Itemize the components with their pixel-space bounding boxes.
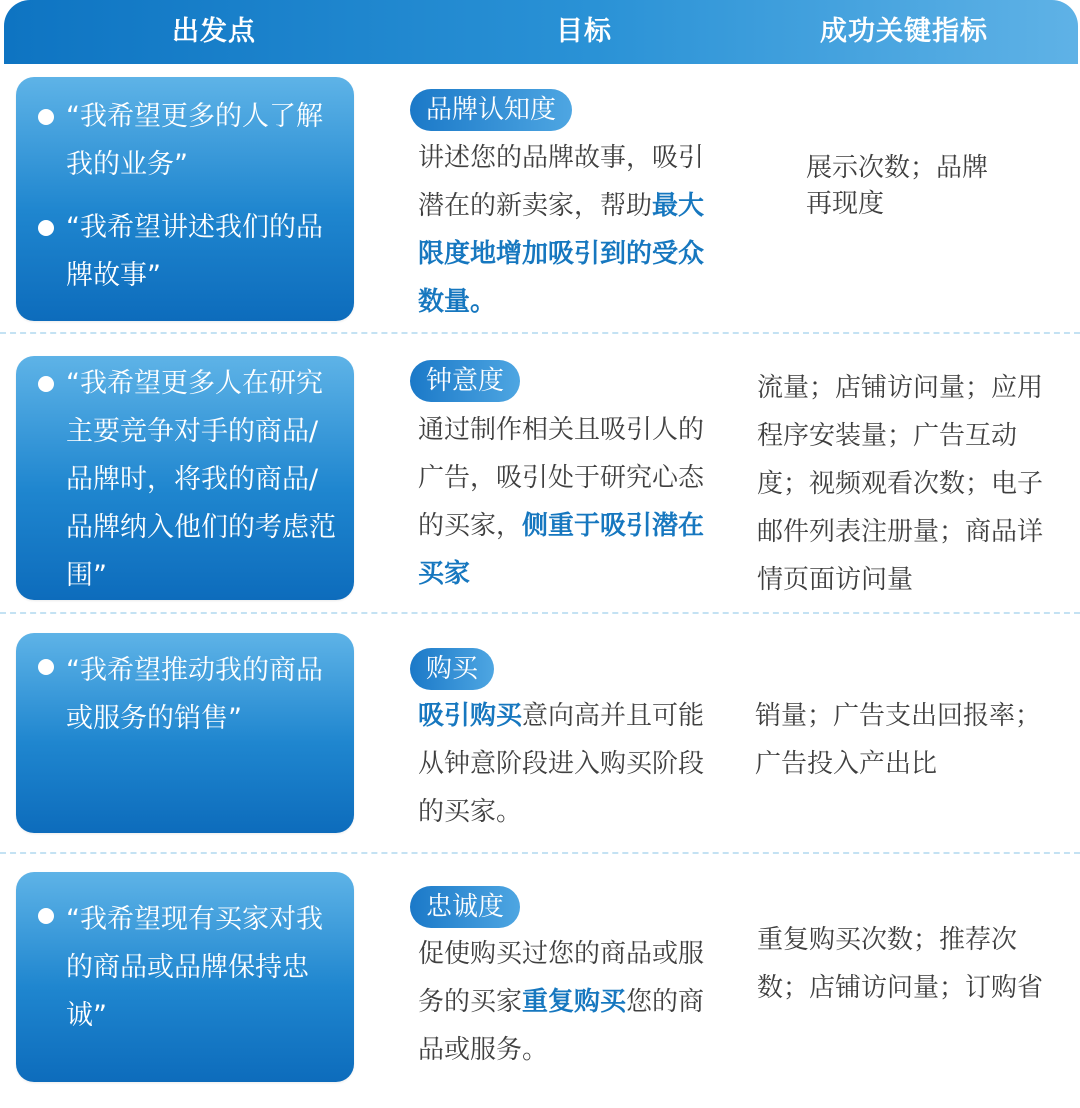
goal-text-part: 促使购买过您的商品或服务的买家 (418, 939, 705, 1017)
header-starting-point: 出发点 (172, 16, 256, 47)
row-1-starting-card (16, 77, 354, 321)
row-divider (0, 332, 1080, 334)
row-1-goal-tag: 品牌认知度 (410, 89, 572, 131)
row-2-starting-card (16, 356, 354, 600)
row-3-quote-1: “我希望推动我的商品或服务的销售” (66, 655, 323, 734)
row-3-starting-card (16, 633, 354, 833)
row-3-goal-tag: 购买 (410, 648, 494, 690)
bullet-icon (38, 376, 54, 392)
table-header (4, 0, 1078, 64)
row-1-quote-1: “我希望更多的人了解我的业务” (66, 101, 323, 180)
row-1-kpi: 展示次数；品牌再现度 (806, 153, 989, 219)
row-2-goal-tag: 钟意度 (410, 360, 520, 402)
bullet-icon (38, 109, 54, 125)
row-4-kpi: 重复购买次数；推荐次数；店铺访问量；订购省 (757, 925, 1044, 1003)
row-4-goal-tag: 忠诚度 (410, 886, 520, 928)
row-2-goal-text (418, 406, 708, 598)
goal-text-part: 通过制作相关且吸引人的广告，吸引处于研究心态的买家， (418, 415, 705, 541)
goal-text-part: 您的商品或服务。 (418, 987, 705, 1065)
header-kpi: 成功关键指标 (820, 16, 988, 47)
row-3-kpi: 销量；广告支出回报率；广告投入产出比 (755, 701, 1042, 779)
row-4-starting-card (16, 872, 354, 1082)
goal-text-part: 意向高并且可能从钟意阶段进入购买阶段的买家。 (418, 701, 705, 827)
row-3-goal-text (418, 692, 708, 836)
row-1-goal-text (418, 134, 708, 326)
goal-text-part: 讲述您的品牌故事，吸引潜在的新卖家，帮助 (418, 143, 705, 221)
row-1-quote-2: “我希望讲述我们的品牌故事” (66, 212, 323, 291)
bullet-icon (38, 908, 54, 924)
row-4-goal-text (418, 930, 708, 1074)
row-4-quote-1: “我希望现有买家对我的商品或品牌保持忠诚” (66, 904, 323, 1031)
goal-highlight: 重复购买 (522, 987, 627, 1017)
row-divider (0, 852, 1080, 854)
goal-highlight: 最大限度地增加吸引到的受众数量。 (418, 191, 705, 317)
row-2-quote-1: “我希望更多人在研究主要竞争对手的商品/品牌时，将我的商品/品牌纳入他们的考虑范围” (66, 368, 336, 591)
bullet-icon (38, 220, 54, 236)
goal-highlight: 吸引购买 (418, 701, 523, 731)
bullet-icon (38, 659, 54, 675)
goal-highlight: 侧重于吸引潜在买家 (418, 511, 705, 589)
row-2-kpi: 流量；店铺访问量；应用程序安装量；广告互动度；视频观看次数；电子邮件列表注册量；商品详情页面访问量 (757, 373, 1044, 595)
row-divider (0, 612, 1080, 614)
header-goal: 目标 (556, 16, 612, 47)
